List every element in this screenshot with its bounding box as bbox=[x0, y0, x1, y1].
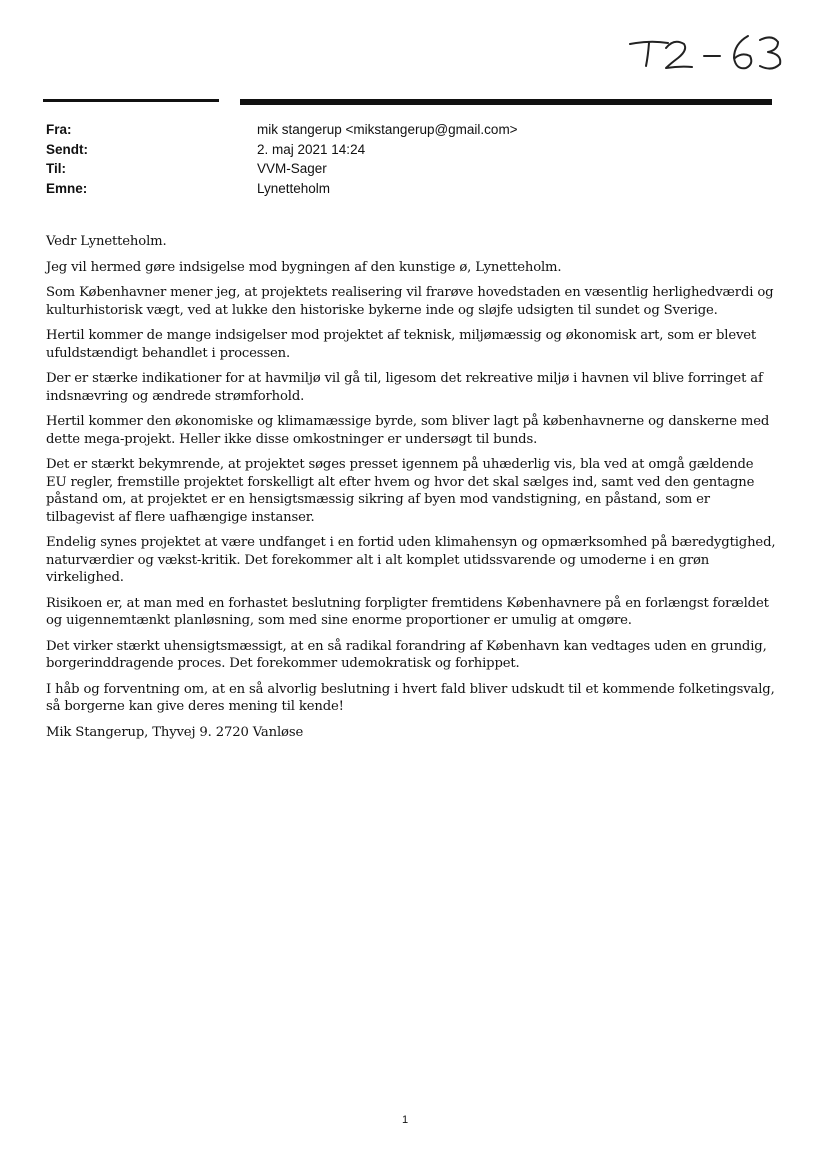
from-row bbox=[46, 120, 518, 140]
sent-row bbox=[46, 140, 518, 160]
from-label: Fra: bbox=[46, 122, 72, 137]
to-label: Til: bbox=[46, 161, 66, 176]
letter-paragraph: Det er stærkt bekymrende, at projektet søges presset igennem på uhæderlig vis, bla ved at omgå gældende EU regler, fremstille projektet forskelligt alt efter hvem og hvor det skal sælges ind, samt ved den gentagne påstand om, at projektet er en hensigtsmæssig sikring af byen mod vandstigning, en påstand, som er tilbagevist af flere uafhængige instanser. bbox=[46, 457, 755, 525]
sent-value: 2. maj 2021 14:24 bbox=[257, 141, 366, 157]
email-header bbox=[46, 120, 518, 198]
letter-body bbox=[46, 233, 776, 749]
to-row bbox=[46, 159, 518, 179]
letter-paragraph: Risikoen er, at man med en forhastet beslutning forpligter fremtidens Københavnere på en forlængst forældet og uigennemtænkt planløsning, som med sine enorme proportioner er umulig at omgøre. bbox=[46, 595, 769, 628]
from-value: mik stangerup <mikstangerup@gmail.com> bbox=[257, 122, 518, 137]
signature: Mik Stangerup, Thyvej 9. 2720 Vanløse bbox=[46, 724, 304, 740]
subject-label: Emne: bbox=[46, 180, 88, 196]
to-value: VVM-Sager bbox=[257, 161, 327, 176]
letter-paragraph: Endelig synes projektet at være undfanget i en fortid uden klimahensyn og opmærksomhed på bæredygtighed, naturværdier og vækst-kritik. Det forekommer alt i alt komplet utidssvarende og umoderne i en grøn virkelighed. bbox=[46, 535, 776, 585]
header-rule-right bbox=[240, 99, 772, 105]
letter-paragraph: Hertil kommer den økonomiske og klimamæssige byrde, som bliver lagt på københavnerne og danskerne med dette mega-projekt. Heller ikke disse omkostninger er undersøgt til bunds. bbox=[46, 414, 770, 447]
handwritten-document-number bbox=[622, 26, 792, 82]
header-rule-left bbox=[43, 99, 219, 102]
letter-paragraph: Vedr Lynetteholm. bbox=[46, 234, 167, 249]
letter-paragraph: I håb og forventning om, at en så alvorlig beslutning i hvert fald bliver udskudt til et kommende folketingsvalg, så borgerne kan give deres mening til kende! bbox=[46, 681, 775, 714]
page-number: 1 bbox=[401, 1114, 409, 1126]
subject-row bbox=[46, 179, 518, 199]
subject-value: Lynetteholm bbox=[257, 180, 331, 196]
letter-paragraph: Der er stærke indikationer for at havmiljø vil gå til, ligesom det rekreative miljø i havnen vil blive forringet af indsnævring og ændrede strømforhold. bbox=[46, 371, 763, 404]
letter-paragraph: Som Københavner mener jeg, at projektets realisering vil frarøve hovedstaden en væsentlig herlighedværdi og kulturhistorisk vægt, ved at lukke den historiske bykerne inde og sløjfe udsigten til sundet og Sverige. bbox=[46, 285, 774, 318]
letter-paragraph: Det virker stærkt uhensigtsmæssigt, at en så radikal forandring af København kan vedtages uden en grundig, borgerinddragende proces. Det forekommer udemokratisk og forhippet. bbox=[46, 638, 767, 671]
sent-label: Sendt: bbox=[46, 141, 88, 157]
letter-paragraph: Hertil kommer de mange indsigelser mod projektet af teknisk, miljømæssig og økonomisk art, som er blevet ufuldstændigt behandlet i processen. bbox=[46, 328, 757, 361]
letter-paragraph: Jeg vil hermed gøre indsigelse mod bygningen af den kunstige ø, Lynetteholm. bbox=[46, 259, 562, 275]
